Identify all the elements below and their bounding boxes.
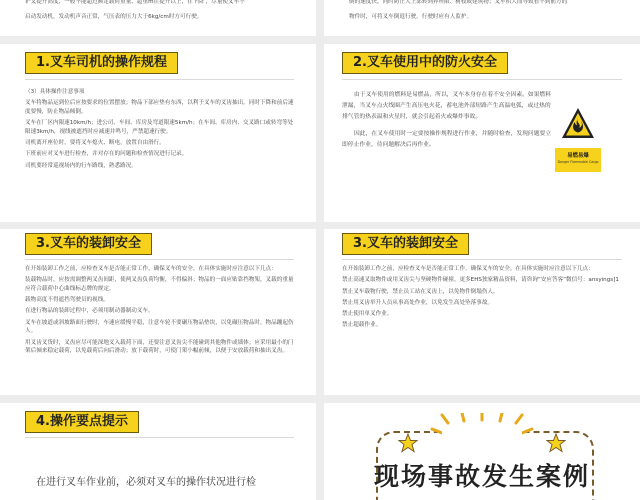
loading-item: 禁止高速叉取物件或用叉齿尖与坚硬物件碰撞。更多EHS独家精品资料，请咨询“安应答客”微信号：ansyings]1 bbox=[342, 277, 619, 284]
burst-icon bbox=[402, 413, 562, 449]
loading-intro: 在开始装卸工作之前，应检查叉车是否能正常工作，确保叉车的安全。在具体实施时应注意以下几点： bbox=[342, 266, 594, 272]
key-points-text: 在进行叉车作业前，必须对叉车的操作状况进行检 bbox=[36, 477, 256, 488]
loading-item: 在进行物品的装卸过程中，必须用制动器制动叉车。 bbox=[25, 308, 154, 315]
divider bbox=[342, 79, 622, 80]
slide-accident-case bbox=[324, 403, 640, 500]
rule-item: 叉车在厂区内限速10km/h；进公司、车间、库房及弯道限速5km/h；在车间、库房内、交叉路口或转弯等处限速3km/h，视线被遮挡时应减速并鸣号，严禁超速行驶。 bbox=[25, 120, 294, 135]
loading-list bbox=[25, 265, 297, 358]
partial-line-r2: 物件时，可将叉车倒退行驶，行驶时应有人监护。 bbox=[349, 13, 473, 20]
rule-item: 叉车将物品运到位后应按要求的位置摆放；物品下部应垫有东西，以利于叉车的叉齿抽出。同时下降和前后速度要慢，防止物品倾倒。 bbox=[25, 100, 294, 115]
slide-loading-safety-1 bbox=[0, 229, 316, 395]
slide-top-right bbox=[324, 0, 640, 36]
slide-title: 3.叉车的装卸安全 bbox=[342, 233, 469, 255]
loading-item: 用叉齿叉货时，叉齿应尽可能深地叉入载荷下面，还要注意叉齿尖不能碰到其他物件或墙体；应采用最小的门架后倾来稳定载荷，以免载荷后向后滑动；放下载荷时，可使门架小幅前倾，以便于安放载荷和抽出叉齿。 bbox=[25, 339, 294, 355]
fire-para-1: 由于叉车使用的燃料是易燃品，所以，叉车本身存在着不安全因素。如果燃料泄漏，当叉车点火线圈产生高压电火花，蓄电池外部短路产生高温电弧，或过热的排气管的热表温和火星时，就会引起着火或爆炸事故。 bbox=[342, 92, 552, 120]
rules-intro: （3）具体操作注意事项 bbox=[25, 89, 85, 95]
slide-key-points bbox=[0, 403, 316, 500]
rule-item: 司机要经常巡视场内的行车路线，熟悉路况。 bbox=[25, 162, 137, 169]
divider bbox=[25, 79, 294, 80]
rule-item: 下班前应对叉车进行检查，并对存在的问题和检查情况进行记录。 bbox=[25, 151, 188, 158]
divider bbox=[25, 437, 294, 438]
loading-item: 叉车在坡道或斜坡路面行驶时，车速应缓慢平稳，注意车轮不要碾压物品垫块，以免碾压物品时，物品蹦起伤人。 bbox=[25, 319, 294, 335]
slide-operation-rules bbox=[0, 44, 316, 222]
star-icon bbox=[398, 433, 418, 453]
fire-para-2: 因此，在叉车使用时一定要按操作规程进行作业，并随时检查，发现问题要立即停止作业，待问题解决后再作业。 bbox=[342, 131, 552, 148]
loading-item: 禁止用叉齿举升人员从事高处作业，以免发生高处坠落事故。 bbox=[342, 299, 494, 306]
slide-title: 3.叉车的装卸安全 bbox=[25, 233, 152, 255]
loading-item: 禁止使用单叉作业。 bbox=[342, 311, 393, 317]
divider bbox=[25, 259, 294, 260]
loading-list-2 bbox=[342, 265, 620, 333]
slide-title: 4.操作要点提示 bbox=[25, 411, 139, 433]
partial-line-3: 启动发动机，发动机声音正常，气压表的压力大于6kg/cm时方可行驶。 bbox=[25, 13, 203, 20]
flammable-label bbox=[555, 148, 601, 172]
slide-title: 2.叉车使用中的防火安全 bbox=[342, 52, 508, 74]
loading-item: 禁止叉车载物行驶，禁止员工站在叉齿上，以免物件倒塌伤人。 bbox=[342, 288, 499, 295]
loading-intro: 在开始装卸工作之前，应检查叉车是否能正常工作，确保叉车的安全。在具体实施时应注意以下几点： bbox=[25, 266, 277, 272]
sign-label-text: 易燃易爆 bbox=[567, 153, 589, 159]
loading-item: 载物高度不得遮挡驾驶员的视线。 bbox=[25, 297, 109, 304]
star-icon bbox=[546, 433, 566, 453]
slide-fire-safety bbox=[324, 44, 640, 222]
divider bbox=[342, 259, 622, 260]
sign-label-sub: Danger Flammable Cargo bbox=[557, 160, 599, 164]
flammable-warning-icon bbox=[561, 107, 595, 139]
slide-loading-safety-2 bbox=[324, 229, 640, 395]
rules-list bbox=[25, 88, 297, 173]
partial-line-r1: 倒的速度快，同时防止人上部转到界所限、树枝或建筑物；叉车积大而导致看不到前方的 bbox=[349, 0, 568, 5]
case-title: 现场事故发生案例 bbox=[373, 462, 590, 491]
loading-item: 装载物品时，应按需调整两叉齿间距，使两叉齿负荷均衡，不得偏斜；物品的一面应贴靠挡物架，叉载的重量应符合载荷中心曲线标志牌的规定。 bbox=[25, 277, 294, 292]
slide-top-left bbox=[0, 0, 316, 36]
partial-line-1: 铲叉提升高度，一般不能超过额定载荷重量、超重m在提升以上，在下降 ，尽量使叉车不 bbox=[25, 0, 245, 5]
rule-item: 司机离开座位时，要将叉车熄火、断电，放置自由滑行。 bbox=[25, 140, 165, 147]
loading-item: 禁止超载作业。 bbox=[342, 322, 382, 329]
slide-title: 1.叉车司机的操作规程 bbox=[25, 52, 178, 74]
